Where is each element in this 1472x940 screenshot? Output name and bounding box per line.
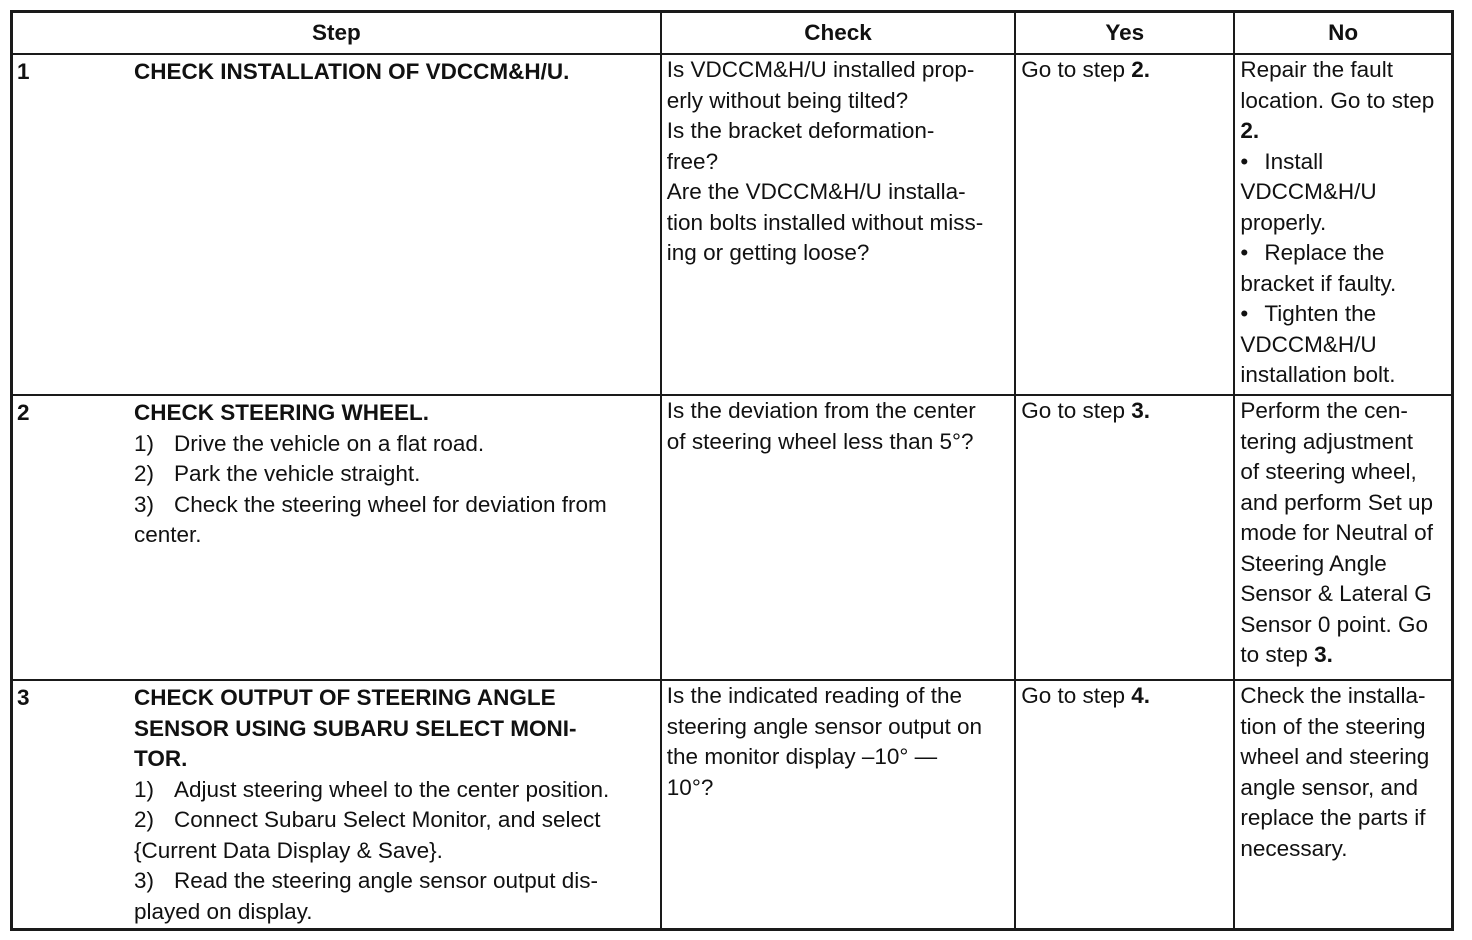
check-text-line: erly without being tilted? bbox=[666, 87, 909, 113]
yes-cell bbox=[1015, 395, 1234, 680]
no-cell bbox=[1234, 54, 1452, 395]
no-text-line: to step 3. bbox=[1240, 642, 1333, 667]
step-cell bbox=[12, 680, 661, 930]
check-text-line: Is the indicated reading of the bbox=[666, 683, 962, 708]
no-bullet-cont: bracket if faulty. bbox=[1240, 270, 1397, 296]
no-text-line: angle sensor, and bbox=[1240, 774, 1418, 800]
yes-step-ref: 2. bbox=[1131, 57, 1151, 82]
step-number: 3 bbox=[17, 685, 30, 710]
step-number: 1 bbox=[17, 59, 30, 84]
check-text-line: ing or getting loose? bbox=[666, 240, 870, 265]
check-text-line: steering angle sensor output on bbox=[666, 713, 983, 739]
yes-step-ref: 4. bbox=[1131, 683, 1151, 708]
substep-cont: center. bbox=[134, 522, 202, 547]
yes-text: Go to step bbox=[1021, 57, 1132, 82]
check-text-line: Is the bracket deformation- bbox=[666, 118, 935, 143]
no-text-line: replace the parts if bbox=[1240, 805, 1426, 830]
check-text-line: 10°? bbox=[666, 774, 714, 800]
check-text-line: Is VDCCM&H/U installed prop- bbox=[666, 57, 975, 82]
no-bullet-item: • Replace the bbox=[1240, 238, 1446, 269]
check-cell bbox=[661, 54, 1015, 395]
substep-cont: played on display. bbox=[134, 898, 313, 924]
no-text-line: Sensor 0 point. Go bbox=[1240, 611, 1428, 637]
check-text-line: free? bbox=[666, 148, 719, 174]
substep: 2) Park the vehicle straight. bbox=[134, 461, 421, 486]
no-text-line: Repair the fault bbox=[1240, 57, 1393, 82]
header-step: Step bbox=[12, 12, 661, 55]
no-text-line: of steering wheel, bbox=[1240, 459, 1417, 484]
bullet-icon: • bbox=[1240, 148, 1249, 174]
header-no: No bbox=[1234, 12, 1452, 55]
table-header-row bbox=[12, 12, 1453, 55]
no-bullet-cont: installation bolt. bbox=[1240, 362, 1396, 387]
substep: 3) Check the steering wheel for deviation from bbox=[134, 491, 607, 517]
yes-cell bbox=[1015, 54, 1234, 395]
no-text-line: necessary. bbox=[1240, 835, 1348, 861]
step-title: CHECK STEERING WHEEL. bbox=[134, 400, 430, 425]
no-text-line: location. Go to step bbox=[1240, 87, 1435, 113]
step-title: SENSOR USING SUBARU SELECT MONI- bbox=[134, 715, 577, 741]
step-title: CHECK INSTALLATION OF VDCCM&H/U. bbox=[134, 59, 570, 84]
no-bullet-cont: properly. bbox=[1240, 209, 1327, 235]
substep: 3) Read the steering angle sensor output dis- bbox=[134, 868, 599, 893]
check-text-line: of steering wheel less than 5°? bbox=[666, 428, 974, 454]
no-step-ref: 2. bbox=[1240, 118, 1260, 143]
no-text-line: mode for Neutral of bbox=[1240, 520, 1433, 545]
no-cell bbox=[1234, 395, 1452, 680]
yes-step-ref: 3. bbox=[1131, 398, 1151, 423]
bullet-icon: • bbox=[1240, 240, 1249, 265]
step-cell bbox=[12, 395, 661, 680]
substep: 1) Drive the vehicle on a flat road. bbox=[134, 430, 485, 456]
step-cell bbox=[12, 54, 661, 395]
header-check: Check bbox=[661, 12, 1015, 55]
header-yes: Yes bbox=[1015, 12, 1234, 55]
step-title: TOR. bbox=[134, 746, 188, 771]
check-cell bbox=[661, 680, 1015, 930]
check-text-line: the monitor display –10° — bbox=[666, 744, 938, 769]
yes-text: Go to step bbox=[1021, 683, 1132, 708]
no-text-line: tering adjustment bbox=[1240, 428, 1413, 454]
step-title: CHECK OUTPUT OF STEERING ANGLE bbox=[134, 685, 556, 710]
table-row bbox=[12, 54, 1453, 395]
yes-cell bbox=[1015, 680, 1234, 930]
check-text-line: tion bolts installed without miss- bbox=[666, 209, 984, 235]
no-cell bbox=[1234, 680, 1452, 930]
no-bullet-item: • Tighten the bbox=[1240, 299, 1446, 330]
step-number: 2 bbox=[17, 400, 30, 425]
yes-text: Go to step bbox=[1021, 398, 1132, 423]
no-step-ref: 3. bbox=[1314, 642, 1333, 667]
no-bullet-cont: VDCCM&H/U bbox=[1240, 331, 1377, 357]
no-text-line: wheel and steering bbox=[1240, 744, 1430, 769]
check-text-line: Is the deviation from the center bbox=[666, 398, 976, 423]
no-bullet-item: • Install bbox=[1240, 147, 1446, 178]
no-bullet-cont: VDCCM&H/U bbox=[1240, 179, 1377, 204]
no-text-line: Perform the cen- bbox=[1240, 398, 1408, 423]
check-cell bbox=[661, 395, 1015, 680]
substep-cont: {Current Data Display & Save}. bbox=[134, 837, 443, 863]
substep: 1) Adjust steering wheel to the center position. bbox=[134, 776, 610, 802]
no-text-line: Steering Angle bbox=[1240, 550, 1387, 576]
no-text-line: Sensor & Lateral G bbox=[1240, 581, 1432, 606]
no-text-line: tion of the steering bbox=[1240, 713, 1426, 739]
bullet-icon: • bbox=[1240, 301, 1249, 326]
diagnostic-procedure-table bbox=[10, 10, 1454, 931]
no-text-line: Check the installa- bbox=[1240, 683, 1426, 708]
substep: 2) Connect Subaru Select Monitor, and select bbox=[134, 807, 601, 832]
no-text-line: and perform Set up bbox=[1240, 489, 1433, 515]
table-row bbox=[12, 395, 1453, 680]
check-text-line: Are the VDCCM&H/U installa- bbox=[666, 179, 966, 204]
table-row bbox=[12, 680, 1453, 930]
